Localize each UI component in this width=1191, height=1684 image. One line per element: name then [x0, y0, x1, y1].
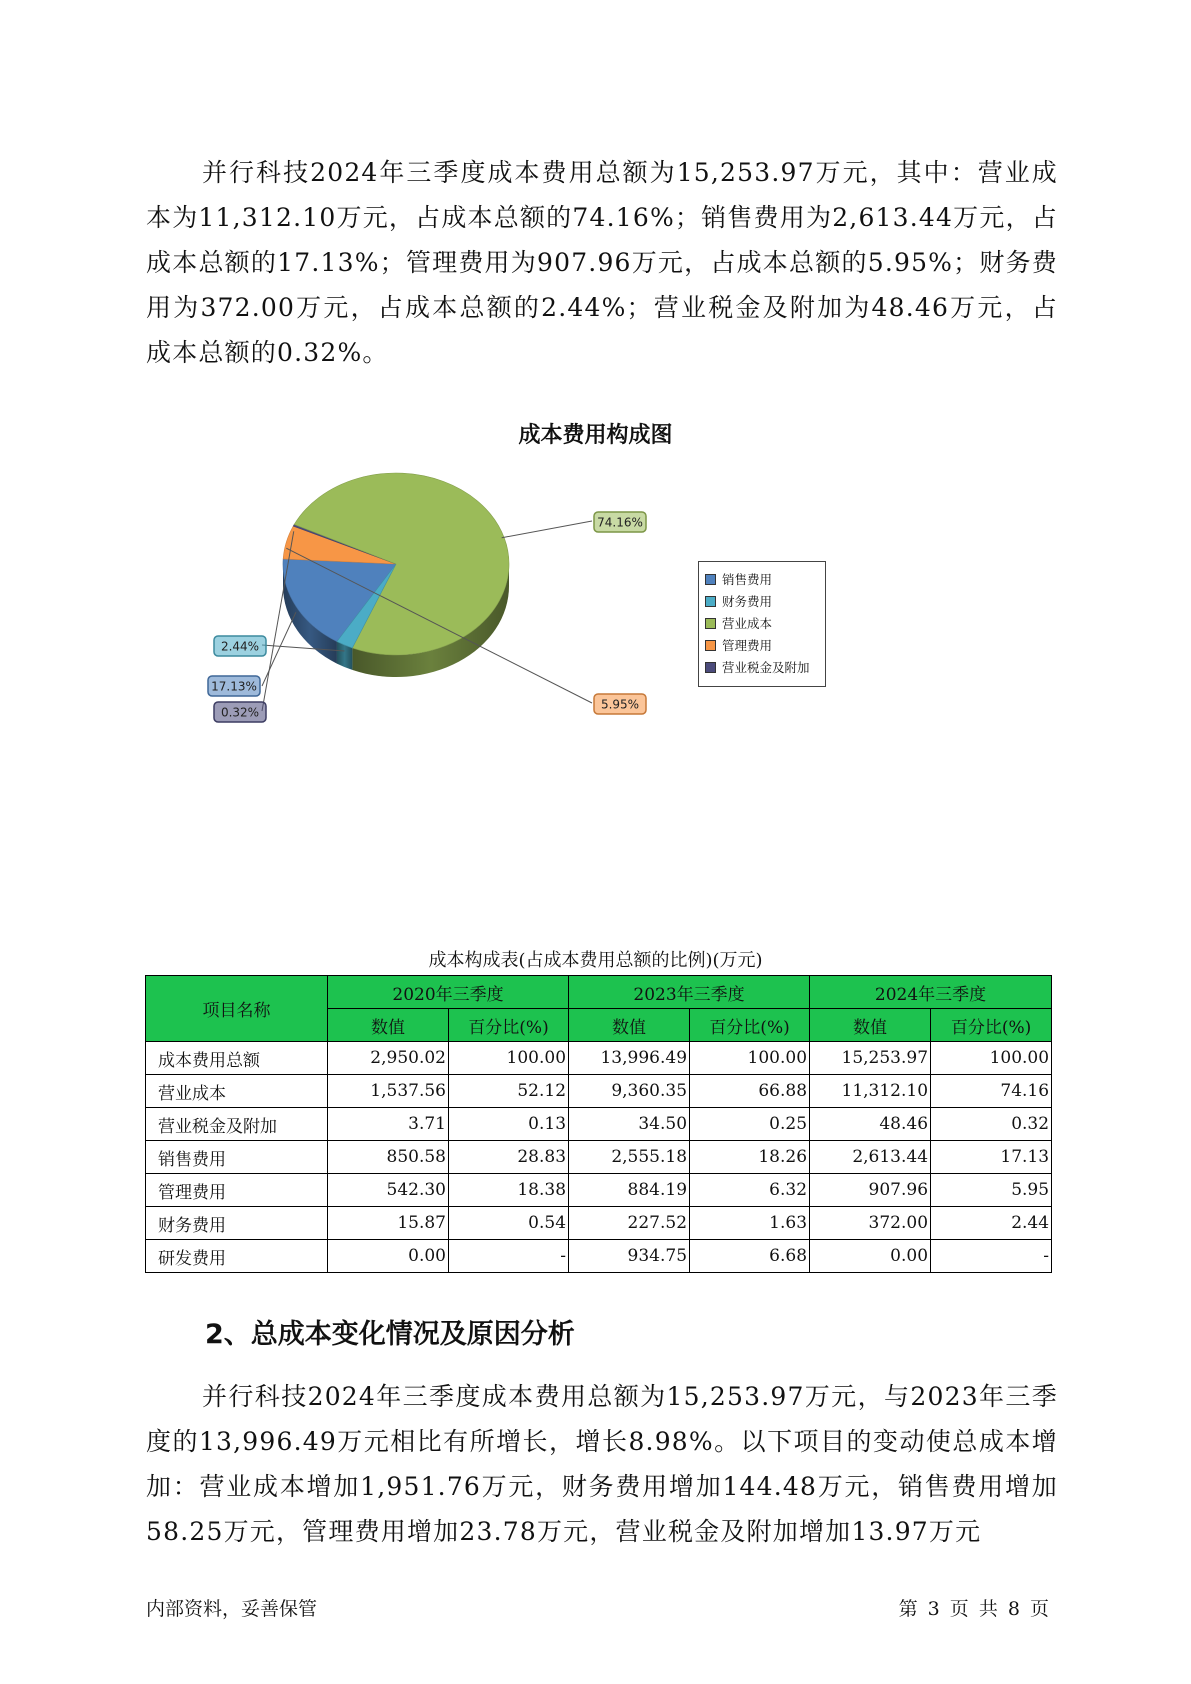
cell-percent: 0.13 [449, 1108, 569, 1141]
pie-leader-line [262, 612, 296, 686]
cell-value: 15.87 [328, 1207, 449, 1240]
cell-value: 48.46 [810, 1108, 931, 1141]
row-label: 营业税金及附加 [146, 1108, 328, 1141]
cell-percent: 5.95 [931, 1174, 1052, 1207]
row-label: 研发费用 [146, 1240, 328, 1273]
legend-item-tax [705, 656, 819, 678]
cell-value: 850.58 [328, 1141, 449, 1174]
legend-label: 营业成本 [722, 616, 773, 631]
cost-composition-table [145, 975, 1052, 1273]
cell-value: 9,360.35 [569, 1075, 690, 1108]
cell-percent: 1.63 [690, 1207, 810, 1240]
cell-value: 3.71 [328, 1108, 449, 1141]
header-percent: 百分比(%) [931, 1009, 1052, 1042]
cell-value: 934.75 [569, 1240, 690, 1273]
table-row [146, 1075, 1052, 1108]
legend-label: 销售费用 [722, 572, 773, 587]
cell-percent: 100.00 [931, 1042, 1052, 1075]
cell-percent: 17.13 [931, 1141, 1052, 1174]
table-row [146, 1207, 1052, 1240]
cell-percent: 18.38 [449, 1174, 569, 1207]
footer-page-number: 第 3 页 共 8 页 [898, 1598, 1049, 1620]
cell-value: 542.30 [328, 1174, 449, 1207]
cell-value: 227.52 [569, 1207, 690, 1240]
cell-value: 907.96 [810, 1174, 931, 1207]
cell-percent: 66.88 [690, 1075, 810, 1108]
cell-percent: 6.68 [690, 1240, 810, 1273]
table-row [146, 1240, 1052, 1273]
cell-percent: 18.26 [690, 1141, 810, 1174]
cell-percent: 0.32 [931, 1108, 1052, 1141]
pie-data-label: 2.44% [220, 639, 260, 654]
pie-data-label: 74.16% [597, 515, 643, 530]
row-label: 财务费用 [146, 1207, 328, 1240]
cell-percent: 0.25 [690, 1108, 810, 1141]
cell-percent: 28.83 [449, 1141, 569, 1174]
cell-value: 372.00 [810, 1207, 931, 1240]
cell-percent: 100.00 [690, 1042, 810, 1075]
legend-item-admin [705, 634, 819, 656]
table-caption: 成本构成表(占成本费用总额的比例)(万元) [428, 950, 763, 971]
legend-swatch [705, 640, 716, 651]
header-value: 数值 [810, 1009, 931, 1042]
legend-swatch [705, 618, 716, 629]
header-value: 数值 [328, 1009, 449, 1042]
cell-value: 13,996.49 [569, 1042, 690, 1075]
header-period: 2023年三季度 [569, 976, 810, 1009]
analysis-paragraph: 并行科技2024年三季度成本费用总额为15,253.97万元，与2023年三季度的13,996.49万元相比有所增长，增长8.98%。以下项目的变动使总成本增加：营业成本增加1,951.76万元，财务费用增加144.48万元，销售费用增加58.25万元，管理费用增加23.78万元，营业税金及附加增加13.97万元 [146, 1382, 1058, 1546]
header-item-name: 项目名称 [146, 976, 328, 1042]
row-label: 管理费用 [146, 1174, 328, 1207]
header-period: 2024年三季度 [810, 976, 1052, 1009]
cell-value: 2,950.02 [328, 1042, 449, 1075]
table-row [146, 1108, 1052, 1141]
legend-label: 营业税金及附加 [722, 660, 810, 675]
chart-legend [698, 561, 826, 687]
legend-swatch [705, 662, 716, 673]
legend-swatch [705, 574, 716, 585]
cell-value: 15,253.97 [810, 1042, 931, 1075]
cell-value: 34.50 [569, 1108, 690, 1141]
legend-item-operating-cost [705, 612, 819, 634]
cell-percent: 0.54 [449, 1207, 569, 1240]
pie-leader-line [502, 521, 592, 538]
table-row [146, 1174, 1052, 1207]
legend-item-finance [705, 590, 819, 612]
footer-confidential: 内部资料，妥善保管 [146, 1598, 318, 1620]
chart-title: 成本费用构成图 [518, 423, 673, 448]
cell-percent: - [449, 1240, 569, 1273]
legend-item-sales [705, 568, 819, 590]
table-row [146, 1141, 1052, 1174]
cell-percent: - [931, 1240, 1052, 1273]
table-header-row [146, 976, 1052, 1009]
intro-paragraph: 并行科技2024年三季度成本费用总额为15,253.97万元，其中：营业成本为11,312.10万元，占成本总额的74.16%；销售费用为2,613.44万元，占成本总额的17.13%；管理费用为907.96万元，占成本总额的5.95%；财务费用为372.00万元，占成本总额的2.44%；营业税金及附加为48.46万元，占成本总额的0.32%。 [146, 158, 1058, 367]
row-label: 营业成本 [146, 1075, 328, 1108]
cell-value: 2,555.18 [569, 1141, 690, 1174]
cell-value: 11,312.10 [810, 1075, 931, 1108]
pie-data-label: 5.95% [600, 697, 640, 712]
legend-swatch [705, 596, 716, 607]
row-label: 销售费用 [146, 1141, 328, 1174]
pie-data-label: 17.13% [211, 679, 257, 694]
header-percent: 百分比(%) [690, 1009, 810, 1042]
section-heading: 2、总成本变化情况及原因分析 [205, 1319, 575, 1350]
header-percent: 百分比(%) [449, 1009, 569, 1042]
cell-percent: 6.32 [690, 1174, 810, 1207]
cell-value: 0.00 [328, 1240, 449, 1273]
cell-value: 1,537.56 [328, 1075, 449, 1108]
row-label: 成本费用总额 [146, 1042, 328, 1075]
cell-percent: 100.00 [449, 1042, 569, 1075]
legend-label: 管理费用 [722, 638, 773, 653]
cell-percent: 2.44 [931, 1207, 1052, 1240]
header-value: 数值 [569, 1009, 690, 1042]
cell-percent: 52.12 [449, 1075, 569, 1108]
header-period: 2020年三季度 [328, 976, 569, 1009]
cell-value: 884.19 [569, 1174, 690, 1207]
table-row [146, 1042, 1052, 1075]
legend-label: 财务费用 [722, 594, 773, 609]
cell-value: 2,613.44 [810, 1141, 931, 1174]
pie-data-label: 0.32% [220, 705, 260, 720]
pie-leader-line [262, 531, 294, 711]
cell-percent: 74.16 [931, 1075, 1052, 1108]
cell-value: 0.00 [810, 1240, 931, 1273]
